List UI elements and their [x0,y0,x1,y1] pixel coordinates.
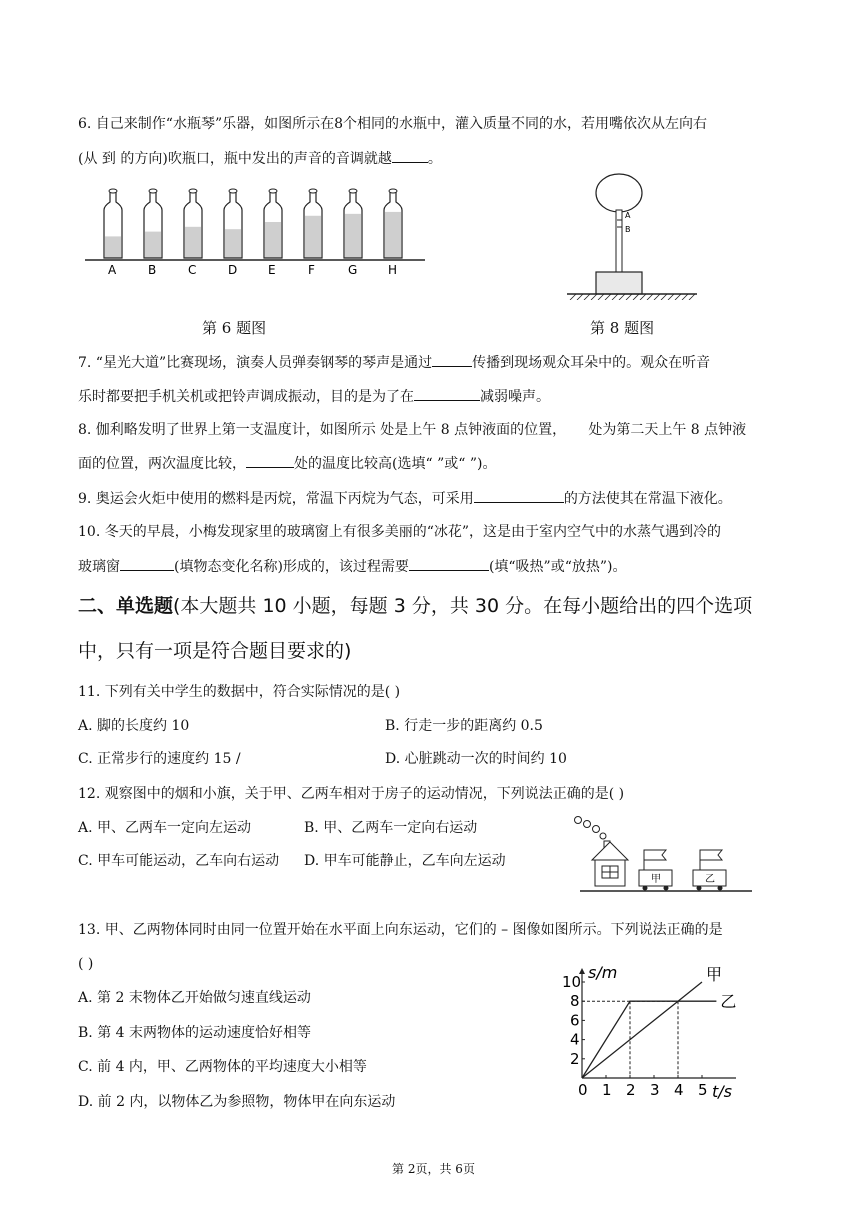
bottle-label: E [268,263,276,277]
y-tick-label: 10 [562,973,582,991]
section-heading [78,593,752,619]
y-tick-label: 2 [570,1049,580,1068]
bottle-water [105,236,121,258]
x-tick-label: 3 [650,1081,660,1099]
bottle-mouth [349,189,357,193]
water-container [596,272,642,294]
section-title: 二、单选题 [78,595,174,617]
q13-stem: 13. 甲、乙两物体同时由同一位置开始在水平面上向东运动，它们的 – 图像如图所示。下列说法正确的是 [78,922,723,938]
q12-option-d[interactable]: D. 甲车可能静止，乙车向左运动 [304,853,506,869]
q10-line2 [78,556,627,577]
svg-text:甲: 甲 [651,874,661,885]
q9-text-a: 9. 奥运会火炬中使用的燃料是丙烷，常温下丙烷为气态，可采用 [78,491,474,507]
x-tick-label: 0 [578,1081,588,1099]
series-line-yi [582,1001,716,1078]
q11-option-a[interactable]: A. 脚的长度约 10 [78,718,190,734]
q8-text-b: 处为第二天上午 8 点钟液 [588,422,747,438]
bottle-a [104,189,122,277]
x-tick-label: 1 [602,1081,612,1099]
q11-stem: 11. 下列有关中学生的数据中，符合实际情况的是( ) [78,684,401,700]
bottle-mouth [149,189,157,193]
q12-option-b[interactable]: B. 甲、乙两车一定向右运动 [304,820,478,836]
bottle-water [225,229,241,258]
q9-line1 [78,488,732,509]
q10-text-b: (填物态变化名称)形成的，该过程需要 [174,559,409,575]
q10-text-a: 玻璃窗 [78,559,120,575]
house-cars-figure [572,814,756,896]
bottle-label: A [108,263,117,277]
series-label-jia: 甲 [706,965,723,984]
bottle-water [345,214,361,258]
smoke-icon [575,817,582,824]
q7-line2 [78,386,550,407]
q10-blank-1[interactable] [120,556,174,571]
q9-text-b: 的方法使其在常温下液化。 [563,491,732,507]
bottle-d [224,189,242,277]
svg-text:乙: 乙 [705,874,715,885]
bottle-g [344,189,362,277]
q8-line2 [78,453,496,474]
house-roof [592,842,628,860]
flag-jia-icon [644,850,666,860]
bottle-label: H [388,263,398,277]
q7-text-b: 传播到现场观众耳朵中的。观众在听音 [472,355,711,371]
page-footer: 第 2页，共 6页 [392,1162,475,1176]
series-label-yi: 乙 [720,992,737,1012]
q12-option-c[interactable]: C. 甲车可能运动，乙车向右运动 [78,853,280,869]
bottles-group [104,189,402,277]
bottle-mouth [229,189,237,193]
bottle-label: D [228,263,238,277]
section-desc-1: (本大题共 10 小题，每题 3 分，共 30 分。在每小题给出的四个选项 [173,595,753,617]
bottle-mouth [109,189,117,193]
q12-option-a[interactable]: A. 甲、乙两车一定向左运动 [78,820,252,836]
q8-line1 [78,420,746,440]
q7-blank-2[interactable] [414,386,480,401]
q13-option-c[interactable]: C. 前 4 内，甲、乙两物体的平均速度大小相等 [78,1059,367,1075]
q7-text-a: 7. “星光大道”比赛现场，演奏人员弹奏钢琴的琴声是通过 [78,355,433,371]
bottle-mouth [269,189,277,193]
q8-text-a: 8. 伽利略发明了世界上第一支温度计，如图所示 处是上午 8 点钟液面的位置， [78,422,567,438]
bottle-e [264,189,282,277]
q13-option-d[interactable]: D. 前 2 内，以物体乙为参照物，物体甲在向东运动 [78,1094,396,1110]
x-tick-label: 4 [674,1081,684,1099]
section-desc-2: 中，只有一项是符合题目要求的) [78,640,352,662]
flag-yi-icon [700,850,722,860]
y-tick-label: 6 [570,1011,580,1030]
q6-line2-text: (从 到 的方向)吹瓶口，瓶中发出的声音的音调就越 [78,151,392,167]
q12-stem: 12. 观察图中的烟和小旗，关于甲、乙两车相对于房子的运动情况，下列说法正确的是( ) [78,786,625,802]
s-t-chart [548,950,763,1112]
q6-line1: 6. 自己来制作“水瓶琴”乐器，如图所示在8个相同的水瓶中，灌入质量不同的水，若用嘴依次从左向右 [78,116,708,132]
bottle-water [305,216,321,258]
bottle-mouth [309,189,317,193]
bottle-label: F [308,263,315,277]
q10-line1: 10. 冬天的早晨，小梅发现家里的玻璃窗上有很多美丽的“冰花”，这是由于室内空气中的水蒸气遇到冷的 [78,524,722,540]
thermometer-figure [562,172,702,300]
q8-text-d: 处的温度比较高(选填“ ”或“ ”)。 [294,456,497,472]
q13-paren: ( ) [78,956,94,972]
x-tick-label: 2 [626,1081,636,1099]
bottle-water [145,232,161,258]
x-tick-label: 5 [698,1081,708,1099]
bottle-b [144,189,162,277]
series-line-jia [582,982,702,1078]
q7-blank-1[interactable] [432,352,472,367]
q8-text-c: 面的位置，两次温度比较， [78,456,246,472]
q13-option-b[interactable]: B. 第 4 末两物体的运动速度恰好相等 [78,1025,311,1041]
bottle-mouth [189,189,197,193]
q7-text-d: 减弱噪声。 [480,389,550,405]
q11-option-d[interactable]: D. 心脏跳动一次的时间约 10 [385,751,567,767]
bottle-h [384,189,402,277]
q11-option-c[interactable]: C. 正常步行的速度约 15 / [78,751,241,767]
bottle-water [265,222,281,258]
q7-text-c: 乐时都要把手机关机或把铃声调成振动，目的是为了在 [78,389,414,405]
bottle-mouth [389,189,397,193]
y-tick-label: 8 [570,992,580,1011]
q11-option-b[interactable]: B. 行走一步的距离约 0.5 [385,718,543,734]
q8-blank[interactable] [246,453,294,468]
q9-blank[interactable] [474,488,564,503]
q6-line2 [78,148,442,169]
bottle-water [385,212,401,258]
bottles-figure [85,180,430,280]
label-a: A [625,211,631,220]
y-tick-label: 4 [570,1030,580,1049]
bottle-label: G [348,263,358,277]
q7-line1 [78,352,710,373]
q6-blank[interactable] [392,148,428,163]
q6-line2-end: 。 [427,151,442,167]
label-b: B [625,225,631,234]
bottle-label: C [188,263,197,277]
fig8-caption: 第 8 题图 [590,319,655,337]
bottle-f [304,189,322,277]
bottle-water [185,227,201,258]
q10-blank-2[interactable] [409,556,489,571]
fig6-caption: 第 6 题图 [202,319,267,337]
bottle-c [184,189,202,277]
x-axis-label: t/s [712,1082,732,1101]
q10-text-c: (填“吸热”或“放热”)。 [488,559,627,575]
bottle-label: B [148,263,157,277]
y-axis-label: s/m [588,963,618,982]
q13-option-a[interactable]: A. 第 2 末物体乙开始做匀速直线运动 [78,990,311,1006]
bulb-icon [596,174,642,212]
